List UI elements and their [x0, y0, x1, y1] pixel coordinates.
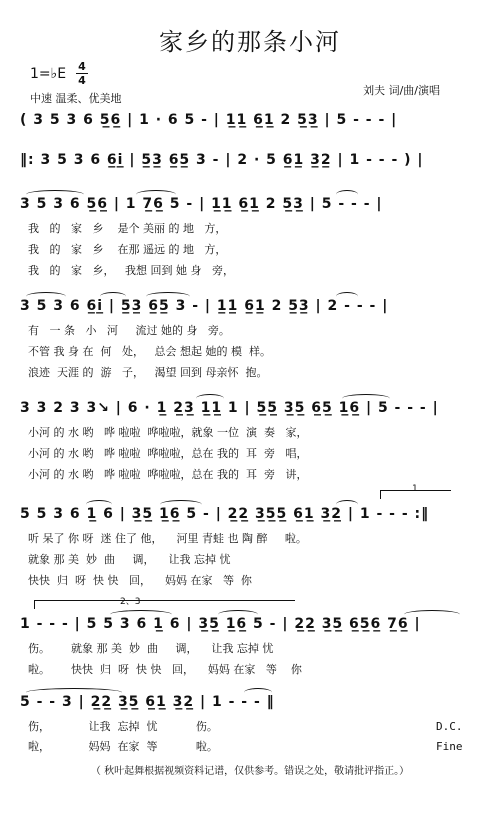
score-line-7 — [20, 616, 486, 640]
score-line-4 — [20, 298, 486, 322]
lyric-line-5-verse-2: 小河 的 水 哟 哗 啦啦 哗啦啦，总在 我的 耳 旁 唱， — [28, 447, 308, 460]
meter-top: 4 — [78, 60, 86, 73]
notes-line-2: ‖: 3 5 3 6 6̲i̲ | 5̲3̲ 6̲5̲ 3 - | 2 · 5 6̲1̲ 3̲2̲ | 1 - - - ) | — [20, 152, 424, 168]
page-title: 家乡的那条小河 — [159, 28, 341, 56]
score-line-8 — [20, 694, 486, 718]
lyric-line-4-verse-2: 不管 我 身 在 何 处， 总会 想起 她的 模 样。 — [28, 345, 271, 358]
lyric-line-4-verse-3: 浪迹 天涯 的 游 子， 渴望 回到 母亲怀 抱。 — [28, 366, 268, 379]
lyric-line-6-verse-3: 快快 归 呀 快 快 回， 妈妈 在家 等 你 — [28, 574, 252, 587]
lyric-line-6-verse-2: 就象 那 美 妙 曲 调， 让我 忘掉 忧 — [28, 553, 231, 566]
fine-mark: Fine — [436, 740, 463, 753]
lyric-line-4-verse-1: 有 一 条 小 河 流过 她的 身 旁。 — [28, 324, 230, 337]
score-line-5 — [20, 400, 486, 424]
credits: 刘夫 词/曲/演唱 — [363, 84, 440, 97]
tempo-marking: 中速 温柔、优美地 — [30, 92, 122, 105]
footnote: （ 秋叶起舞根据视频资料记谱，仅供参考。错误之处，敬请批评指正。） — [90, 766, 410, 777]
score-line-3 — [20, 196, 486, 220]
lyric-line-7-verse-2: 啦。 快快 归 呀 快 快 回， 妈妈 在家 等 你 — [28, 663, 302, 676]
notes-line-3: 3 5 3 6 5̲6̲ | 1 7̲6̲ 5 - | 1̲1̲ 6̲1̲ 2 5̲3̲ | 5 - - - | — [20, 196, 383, 212]
notes-line-7: 1 - - - | 5 5 3 6 1̲ 6 | 3̲5̲ 1̲6̲ 5 - | 2̲2̲ 3̲5̲ 6̲5̲6̲ 7̲6̲ | — [20, 616, 421, 632]
score-line-2 — [20, 152, 486, 176]
lyric-line-5-verse-3: 小河 的 水 哟 哗 啦啦 哗啦啦，总在 我的 耳 旁 讲， — [28, 468, 308, 481]
notes-line-4: 3 5 3 6 6̲i̲ | 5̲3̲ 6̲5̲ 3 - | 1̲1̲ 6̲1̲ 2 5̲3̲ | 2 - - - | — [20, 298, 389, 314]
lyric-line-3-verse-1: 我 的 家 乡 是个 美丽 的 地 方， — [28, 222, 227, 235]
da-capo-mark: D.C. — [436, 720, 463, 733]
volta-label-2: 2、3 — [120, 597, 141, 607]
key-signature: 1=♭E — [30, 66, 67, 82]
lyric-line-7-verse-1: 伤。 就象 那 美 妙 曲 调， 让我 忘掉 忧 — [28, 642, 274, 655]
score-line-1 — [20, 112, 486, 136]
time-signature — [76, 61, 88, 86]
score-line-6 — [20, 506, 486, 530]
lyric-line-3-verse-3: 我 的 家 乡， 我想 回到 她 身 旁， — [28, 264, 234, 277]
notes-line-6: 5 5 3 6 1̲ 6 | 3̲5̲ 1̲6̲ 5 - | 2̲2̲ 3̲5̲5̲ 6̲1̲ 3̲2̲ | 1 - - - :‖ — [20, 506, 430, 522]
lyric-line-8-verse-2: 啦， 妈妈 在家 等 啦。 — [28, 740, 218, 753]
volta-label-1: 1 — [412, 484, 418, 494]
lyric-line-6-verse-1: 听 呆了 你 呀 迷 住了 他， 河里 青蛙 也 陶 醉 啦。 — [28, 532, 307, 545]
meter-bottom: 4 — [78, 74, 86, 87]
lyric-line-3-verse-2: 我 的 家 乡 在那 遥远 的 地 方， — [28, 243, 227, 256]
notes-line-5: 3 3 2 3 3↘ | 6 · 1̲ 2̲3̲ 1̲1̲ 1 | 5̲5̲ 3̲5̲ 6̲5̲ 1̲6̲ | 5 - - - | — [20, 400, 439, 416]
lyric-line-5-verse-1: 小河 的 水 哟 哗 啦啦 哗啦啦，就象 一位 演 奏 家， — [28, 426, 308, 439]
notes-line-1: ( 3 5 3 6 5̲6̲ | 1 · 6 5 - | 1̲1̲ 6̲1̲ 2 5̲3̲ | 5 - - - | — [20, 112, 398, 128]
lyric-line-8-verse-1: 伤， 让我 忘掉 忧 伤。 — [28, 720, 218, 733]
notes-line-8: 5 - - 3 | 2̲2̲ 3̲5̲ 6̲1̲ 3̲2̲ | 1 - - - ‖ — [20, 694, 275, 710]
volta-bracket-2 — [34, 600, 295, 609]
